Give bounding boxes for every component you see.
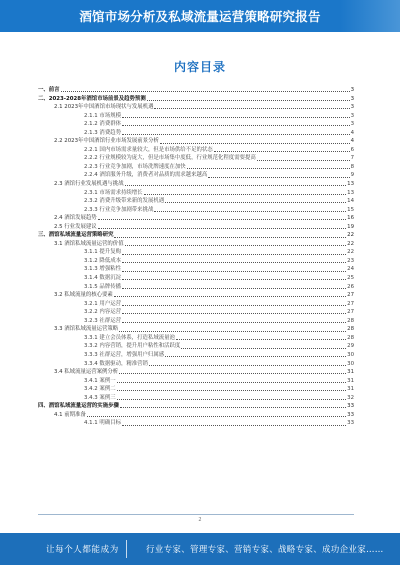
toc-leader-dots — [98, 228, 347, 229]
toc-leader-dots — [117, 399, 347, 400]
toc-entry[interactable] — [38, 154, 354, 163]
toc-entry[interactable] — [38, 112, 354, 121]
toc-entry-label: 3.2 私域流量的核心要素 — [54, 292, 113, 299]
toc-leader-dots — [154, 108, 349, 109]
toc-entry[interactable] — [38, 342, 354, 351]
toc-entry[interactable] — [38, 223, 354, 232]
toc-entry[interactable] — [38, 411, 354, 420]
toc-leader-dots — [147, 100, 350, 101]
toc-entry[interactable] — [38, 163, 354, 172]
toc-entry-label: 2.1.2 消费群体 — [84, 121, 121, 128]
toc-leader-dots — [122, 134, 350, 135]
toc-entry[interactable] — [38, 308, 354, 317]
toc-leader-dots — [125, 245, 347, 246]
toc-entry[interactable] — [38, 274, 354, 283]
toc-leader-dots — [119, 331, 346, 332]
toc-entry[interactable] — [38, 419, 354, 428]
toc-entry[interactable] — [38, 103, 354, 112]
toc-entry-label: 3.4.3 案例三 — [84, 394, 116, 401]
toc-entry-page: 16 — [347, 215, 354, 222]
toc-entry-label: 3.1.5 品牌传播 — [84, 283, 121, 290]
toc-leader-dots — [122, 254, 346, 255]
toc-entry-page: 15 — [347, 206, 354, 213]
toc-entry[interactable] — [38, 334, 354, 343]
toc-leader-dots — [98, 219, 347, 220]
toc-entry-label: 一、前言 — [38, 87, 60, 93]
toc-leader-dots — [122, 313, 346, 314]
toc-entry-label: 3.1.3 增强粘性 — [84, 266, 121, 273]
toc-entry-page: 4 — [350, 138, 354, 145]
toc-entry-page: 28 — [347, 334, 354, 341]
table-of-contents — [38, 86, 354, 428]
toc-entry-page: 3 — [350, 121, 354, 128]
toc-entry[interactable] — [38, 231, 354, 240]
toc-entry-label: 3.3 酒馆私域流量运营策略 — [54, 326, 119, 333]
toc-entry[interactable] — [38, 283, 354, 292]
toc-leader-dots — [117, 382, 347, 383]
toc-leader-dots — [257, 160, 350, 161]
toc-heading: 内容目录 — [173, 60, 226, 74]
toc-entry-page: 23 — [347, 257, 354, 264]
toc-entry-page: 31 — [347, 377, 354, 384]
toc-entry-page: 6 — [350, 146, 354, 153]
toc-entry-page: 7 — [350, 155, 354, 162]
toc-entry[interactable] — [38, 257, 354, 266]
toc-entry-page: 3 — [350, 104, 354, 111]
toc-entry-label: 4.1 前期准备 — [54, 411, 86, 418]
toc-entry[interactable] — [38, 120, 354, 129]
toc-entry-label: 3.4.2 案例二 — [84, 386, 116, 393]
toc-entry-label: 3.2.2 内容运营 — [84, 309, 121, 316]
report-title: 酒馆市场分析及私域流量运营策略研究报告 — [79, 9, 321, 24]
toc-entry-label: 2.2.1 国内市场需求量较大，但是市场供给不足的状态 — [84, 146, 213, 153]
toc-entry[interactable] — [38, 240, 354, 249]
toc-entry-label: 3.3.3 社群运营，增强用户归属感 — [84, 351, 165, 358]
toc-leader-dots — [214, 151, 350, 152]
toc-entry-page: 32 — [347, 394, 354, 401]
toc-entry-page: 3 — [350, 112, 354, 119]
toc-entry-page: 33 — [347, 411, 354, 418]
toc-entry-page: 27 — [347, 309, 354, 316]
toc-entry-label: 三、酒馆私域流量运营策略研究 — [38, 232, 114, 239]
toc-leader-dots — [187, 168, 350, 169]
toc-leader-dots — [117, 390, 347, 391]
toc-entry[interactable] — [38, 377, 354, 386]
toc-leader-dots — [61, 91, 350, 92]
toc-entry-label: 3.1.2 降低成本 — [84, 257, 121, 264]
page-footer — [0, 533, 400, 565]
toc-leader-dots — [122, 305, 346, 306]
toc-entry-page: 22 — [347, 249, 354, 256]
toc-leader-dots — [122, 279, 346, 280]
toc-entry-label: 3.3.1 建立会员体系，打造私域流量池 — [84, 334, 175, 341]
toc-entry[interactable] — [38, 300, 354, 309]
toc-entry-page: 27 — [347, 292, 354, 299]
report-header — [0, 0, 400, 32]
toc-entry-page: 9 — [350, 172, 354, 179]
toc-leader-dots — [144, 194, 347, 195]
toc-entry[interactable] — [38, 189, 354, 198]
toc-entry-page: 22 — [347, 232, 354, 239]
toc-leader-dots — [160, 143, 350, 144]
toc-entry[interactable] — [38, 317, 354, 326]
page-number: 2 — [198, 517, 202, 523]
toc-leader-dots — [181, 348, 346, 349]
toc-entry[interactable] — [38, 86, 354, 95]
footer-roles: 行业专家、管理专家、营销专家、战略专家、成功企业家…… — [146, 545, 384, 555]
toc-entry[interactable] — [38, 351, 354, 360]
toc-entry-page: 33 — [347, 403, 354, 410]
toc-entry[interactable] — [38, 394, 354, 403]
toc-leader-dots — [114, 296, 346, 297]
toc-entry[interactable] — [38, 146, 354, 155]
toc-leader-dots — [149, 365, 346, 366]
toc-leader-dots — [122, 322, 346, 323]
toc-entry-page: 29 — [347, 343, 354, 350]
toc-leader-dots — [122, 288, 346, 289]
toc-leader-dots — [154, 211, 346, 212]
toc-entry-page: 13 — [347, 181, 354, 188]
toc-entry-label: 2.1 2023年中国酒馆市场现状与发展机遇 — [54, 104, 154, 111]
toc-entry[interactable] — [38, 385, 354, 394]
toc-entry[interactable] — [38, 95, 354, 104]
toc-leader-dots — [122, 117, 350, 118]
toc-entry-page: 30 — [347, 360, 354, 367]
toc-entry[interactable] — [38, 129, 354, 138]
toc-entry-label: 3.2.3 社群运营 — [84, 317, 121, 324]
toc-entry-page: 22 — [347, 240, 354, 247]
toc-entry-label: 2.2.4 酒馆服务升级，消费者对品质的需求越来越高 — [84, 172, 208, 179]
toc-entry-page: 27 — [347, 300, 354, 307]
toc-leader-dots — [87, 416, 346, 417]
toc-entry-label: 3.1 酒馆私域流量运营的价值 — [54, 240, 124, 247]
toc-entry-label: 2.2.3 行业竞争加剧，市场洗牌速度在加快 — [84, 163, 186, 170]
toc-entry[interactable] — [38, 368, 354, 377]
toc-entry-label: 2.1.3 消费趋势 — [84, 129, 121, 136]
toc-entry-label: 3.3.4 数据驱动，精准营销 — [84, 360, 148, 367]
footer-divider — [126, 540, 127, 558]
toc-entry-page: 28 — [347, 317, 354, 324]
toc-entry[interactable] — [38, 402, 354, 411]
toc-entry[interactable] — [38, 197, 354, 206]
toc-entry[interactable] — [38, 248, 354, 257]
toc-entry-label: 四、酒馆私域流量运营的实施步骤 — [38, 403, 119, 410]
toc-leader-dots — [119, 373, 346, 374]
toc-leader-dots — [120, 407, 346, 408]
toc-entry-page: 28 — [347, 326, 354, 333]
toc-leader-dots — [165, 202, 346, 203]
toc-entry-label: 2.5 行业发展建议 — [54, 223, 97, 230]
toc-entry-page: 19 — [347, 223, 354, 230]
toc-entry-label: 二、2023-2028年酒馆市场前景及趋势预测 — [38, 95, 146, 102]
toc-entry-page: 31 — [347, 386, 354, 393]
toc-entry-page: 14 — [347, 198, 354, 205]
footer-slogan: 让每个人都能成为 — [46, 545, 119, 555]
toc-entry[interactable] — [38, 214, 354, 223]
toc-entry-page: 8 — [350, 163, 354, 170]
toc-entry[interactable] — [38, 360, 354, 369]
toc-entry[interactable] — [38, 291, 354, 300]
toc-entry-label: 3.4.1 案例一 — [84, 377, 116, 384]
toc-entry-label: 2.3.3 行业竞争加剧带来挑战 — [84, 206, 154, 213]
toc-entry-label: 2.1.1 市场规模 — [84, 112, 121, 119]
toc-entry-label: 2.4 酒馆发展趋势 — [54, 215, 97, 222]
toc-leader-dots — [208, 177, 349, 178]
toc-leader-dots — [122, 125, 350, 126]
toc-entry-page: 31 — [347, 369, 354, 376]
toc-leader-dots — [125, 185, 347, 186]
toc-entry-label: 2.3 酒馆行业发展机遇与挑战 — [54, 181, 124, 188]
toc-entry-label: 2.2 2023年中国酒馆行业市场发展前景分析 — [54, 138, 159, 145]
divider-line — [38, 514, 354, 515]
toc-entry[interactable] — [38, 206, 354, 215]
toc-leader-dots — [165, 356, 346, 357]
toc-entry-page: 13 — [347, 189, 354, 196]
toc-entry-label: 2.3.2 消费升级带来新的发展机遇 — [84, 198, 165, 205]
toc-entry-page: 25 — [347, 275, 354, 282]
toc-entry[interactable] — [38, 171, 354, 180]
toc-entry-page: 3 — [350, 87, 354, 93]
toc-entry-label: 3.2.1 用户运营 — [84, 300, 121, 307]
toc-entry-page: 26 — [347, 283, 354, 290]
toc-entry-page: 24 — [347, 266, 354, 273]
toc-entry[interactable] — [38, 325, 354, 334]
toc-entry-label: 3.1.4 数据沉淀 — [84, 275, 121, 282]
toc-leader-dots — [114, 237, 346, 238]
toc-leader-dots — [122, 425, 346, 426]
toc-entry-label: 3.3.2 内容营销，提升用户粘性和活跃度 — [84, 343, 181, 350]
toc-entry-label: 3.4 私域流量运营案例分析 — [54, 369, 119, 376]
toc-entry-label: 2.3.1 市场需求持续增长 — [84, 189, 143, 196]
toc-entry-page: 4 — [350, 129, 354, 136]
toc-leader-dots — [176, 339, 346, 340]
toc-entry-label: 3.1.1 提升复购 — [84, 249, 121, 256]
toc-entry-page: 30 — [347, 351, 354, 358]
toc-entry-label: 2.2.2 行业规模较为庞大，但是市场集中度低，行业规范化程度需要提高 — [84, 155, 256, 162]
toc-entry-page: 3 — [350, 95, 354, 102]
toc-entry[interactable] — [38, 265, 354, 274]
toc-entry[interactable] — [38, 137, 354, 146]
toc-leader-dots — [122, 262, 346, 263]
toc-entry[interactable] — [38, 180, 354, 189]
toc-leader-dots — [122, 271, 346, 272]
toc-entry-page: 33 — [347, 420, 354, 427]
toc-entry-label: 4.1.1 明确目标 — [84, 420, 121, 427]
